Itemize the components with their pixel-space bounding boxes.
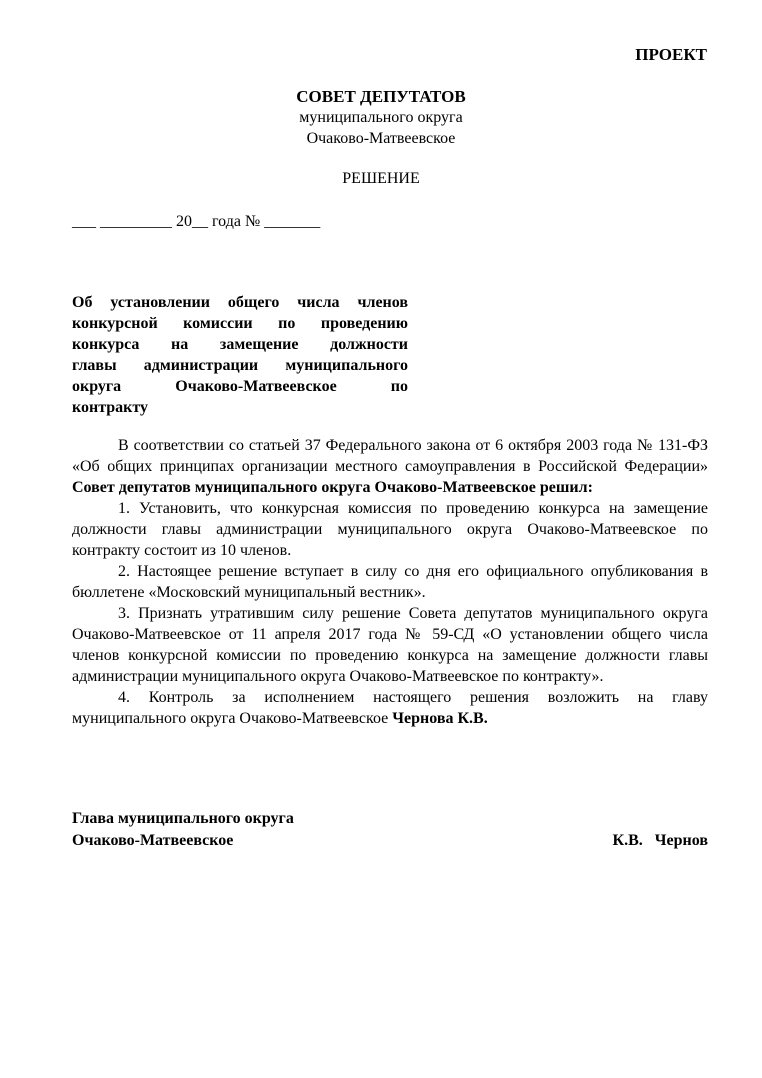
clause-4-text: 4. Контроль за исполнением настоящего решения возложить на главу муниципального округа Очаково-Матвеевское [72, 689, 708, 727]
subject-line: округа Очаково-Матвеевское по [72, 378, 408, 395]
date-number-line: ___ _________ 20__ года № _______ [72, 213, 321, 230]
signature-block [72, 808, 708, 852]
preamble-text: В соответствии со статьей 37 Федерального закона от 6 октября 2003 года № 131-ФЗ «Об общих принципах организации местного самоуправления в Российской Федерации» [72, 437, 708, 475]
signature-row [72, 830, 708, 852]
subject-line: конкурсной комиссии по проведению [72, 315, 408, 332]
subject-line: главы администрации муниципального [72, 357, 408, 374]
decision-subject [72, 292, 408, 418]
signatory-name: К.В. Чернов [612, 832, 708, 849]
clause-4 [72, 687, 708, 729]
document-header [0, 86, 762, 149]
subject-line: конкурса на замещение должности [72, 336, 408, 353]
decision-body [72, 435, 708, 729]
clause-3: 3. Признать утратившим силу решение Совета депутатов муниципального округа Очаково-Матвеевское от 11 апреля 2017 года № 59-СД «О установлении общего числа членов конкурсной комиссии по проведению конкурса на замещение должности главы администрации муниципального округа Очаково-Матвеевское по контракту». [72, 605, 708, 685]
preamble-paragraph [72, 435, 708, 498]
signatory-position-line2: Очаково-Матвеевское [72, 832, 234, 849]
clause-4-person: Чернова К.В. [392, 710, 488, 727]
draft-mark: ПРОЕКТ [635, 45, 707, 64]
signatory-position-line1: Глава муниципального округа [72, 810, 294, 827]
subject-line: Об установлении общего числа членов [72, 294, 408, 311]
decision-title: РЕШЕНИЕ [342, 170, 420, 187]
council-name: СОВЕТ ДЕПУТАТОВ [296, 87, 466, 106]
subject-line: контракту [72, 399, 149, 416]
clause-2: 2. Настоящее решение вступает в силу со дня его официального опубликования в бюллетене «Московский муниципальный вестник». [72, 563, 708, 601]
council-district-line: муниципального округа [299, 109, 463, 126]
council-district-name: Очаково-Матвеевское [306, 130, 456, 147]
clause-1: 1. Установить, что конкурсная комиссия по проведению конкурса на замещение должности главы администрации муниципального округа Очаково-Матвеевское по контракту состоит из 10 членов. [72, 500, 708, 559]
preamble-resolution: Совет депутатов муниципального округа Очаково-Матвеевское решил: [72, 479, 593, 496]
